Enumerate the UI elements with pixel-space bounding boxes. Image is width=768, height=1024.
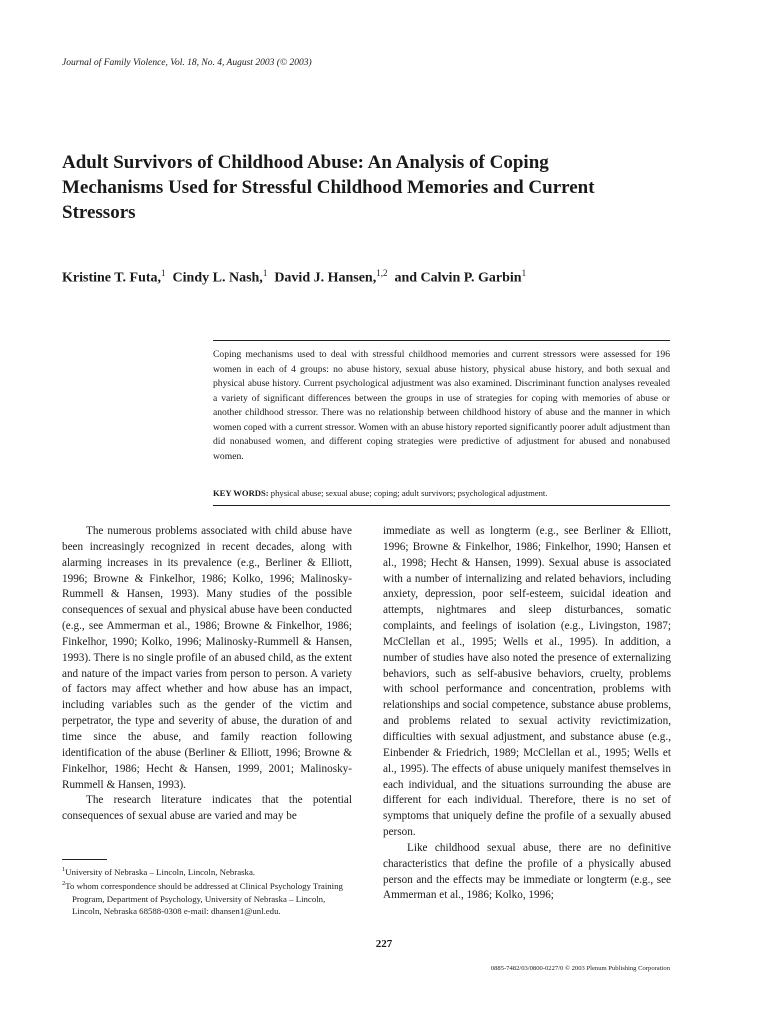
page-number: 227 (375, 938, 393, 950)
journal-citation: Journal of Family Violence, Vol. 18, No. 4, August 2003 (© 2003) (62, 58, 312, 68)
copyright-line: 0885-7482/03/0800-0227/0 © 2003 Plenum Publishing Corporation (490, 965, 670, 972)
footnote-text: To whom correspondence should be addressed at Clinical Psychology Training Program, Department of Psychology, University of Nebraska – Lincoln, Lincoln, Nebraska 68588-0308 e-mail: dhansen1@unl.edu. (65, 881, 343, 917)
author-name: and Calvin P. Garbin (394, 270, 522, 286)
abstract: Coping mechanisms used to deal with stressful childhood memories and current stressors were assessed for 196 women in each of 4 groups: no abuse history, sexual abuse history, physical abuse history, and both sexual and physical abuse history. Current psychological adjustment was also examined. Discriminant function analyses revealed a variety of significant differences between the groups in use of strategies for coping with memories of abuse or another childhood stressor. There was no relationship between childhood history of abuse and the manner in which women coped with a current stressor. Women with an abuse history reported significantly poorer adult adjustment than did nonabused women, and different coping strategies were predictive of adjustment for abused and nonabused women. (213, 349, 670, 462)
author-affiliation-mark: 1,2 (376, 268, 388, 278)
footnote (62, 878, 354, 917)
body-column-left (62, 524, 352, 825)
keywords-text: physical abuse; sexual abuse; coping; adult survivors; psychological adjustment. (270, 488, 548, 498)
author-name: David J. Hansen, (274, 270, 377, 286)
author-affiliation-mark: 1 (521, 268, 527, 278)
footnote-mark: 1 (62, 866, 66, 873)
body-paragraph: The numerous problems associated with child abuse have been increasingly recognized in recent decades, along with alarming increases in its prevalence (e.g., Berliner & Elliott, 1996; Browne & Finkelhor, 1986; Kolko, 1996; Malinosky-Rummell & Hansen, 1993). Many studies of the possible consequences of sexual and physical abuse have been conducted (e.g., see Ammerman et al., 1986; Browne & Finkelhor, 1986; Finkelhor, 1990; Kolko, 1996; Malinosky-Rummell & Hansen, 1993). There is no single profile of an abused child, as the extent and nature of the impact varies from person to person. A variety of factors may affect whether and how abuse has an impact, including variables such as the gender of the victim and perpetrator, the type and severity of abuse, the duration of and time since the abuse, and family reaction following identification of the abuse (Berliner & Elliott, 1996; Browne & Finkelhor, 1986; Hecht & Hansen, 1999, 2001; Malinosky-Rummell & Hansen, 1993). (62, 525, 352, 791)
author-affiliation-mark: 1 (262, 268, 268, 278)
author-affiliation-mark: 1 (161, 268, 166, 278)
abstract-bottom-rule (213, 505, 670, 506)
body-paragraph: immediate as well as longterm (e.g., see Berliner & Elliott, 1996; Browne & Finkelhor, 1986; Finkelhor, 1990; Hansen et al., 1998; Hecht & Hansen, 1999). Sexual abuse is associated with a number of internalizing and related behaviors, including anxiety, depression, poor self-esteem, suicidal ideation and attempts, nightmares and sleep disturbances, somatic complaints, and feelings of isolation (e.g., Livingston, 1987; McClellan et al., 1995; Wells et al., 1995). In addition, a number of studies have also noted the presence of externalizing behaviors, such as self-abusive behaviors, cruelty, problems with school performance and concentration, problems with relationships and social competence, substance abuse problems, and problems related to sexual activity revictimization, difficulties with sexual adjustment, and substance abuse (e.g., Einbender & Friedrich, 1989; McClellan et al., 1995; Wells et al., 1995). The effects of abuse uniquely manifest themselves in each individual, and the situations surrounding the abuse are different for each individual. Therefore, there is no set of symptoms that uniquely define the profile of a sexually abused person. (383, 525, 671, 839)
body-column-right (383, 524, 671, 904)
abstract-top-rule (213, 340, 670, 341)
article-title: Adult Survivors of Childhood Abuse: An Analysis of Coping Mechanisms Used for Stressful Childhood Memories and Current Stressors (62, 152, 595, 223)
author-name: Cindy L. Nash, (172, 270, 263, 286)
author-list (62, 268, 526, 287)
body-paragraph: The research literature indicates that the potential consequences of sexual abuse are varied and may be (62, 794, 352, 823)
keywords-label: KEY WORDS: (213, 488, 269, 498)
footnote-rule (62, 859, 107, 860)
footnote-mark: 2 (62, 880, 66, 888)
footnote (62, 864, 354, 878)
footnotes (62, 864, 354, 917)
body-paragraph: Like childhood sexual abuse, there are no definitive characteristics that define the profile of a physically abused person and the effects may be immediate or longterm (e.g., see Ammerman et al., 1986; Kolko, 1996; (383, 841, 671, 902)
footnote-text: University of Nebraska – Lincoln, Lincoln, Nebraska. (65, 866, 256, 877)
keywords (213, 487, 670, 499)
author-name: Kristine T. Futa, (62, 270, 162, 286)
